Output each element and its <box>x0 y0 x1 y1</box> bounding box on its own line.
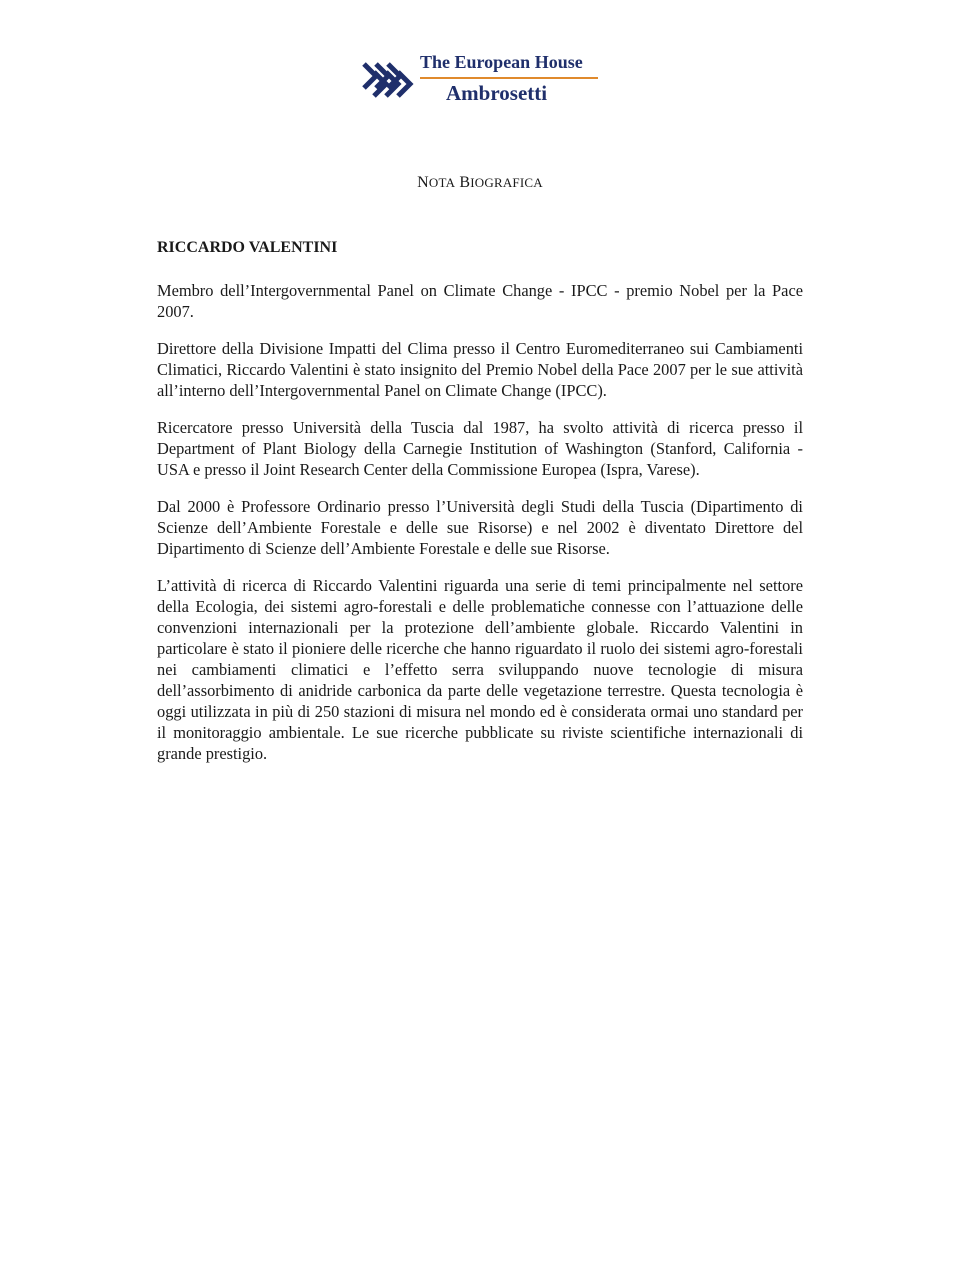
document-heading <box>0 174 960 192</box>
heading-first-initial: N <box>417 174 429 191</box>
bio-paragraph: Membro dell’Intergovernmental Panel on Climate Change - IPCC - premio Nobel per la Pace 2007. <box>157 281 803 321</box>
person-name: RICCARDO VALENTINI <box>157 239 338 256</box>
bio-paragraph: Direttore della Divisione Impatti del Clima presso il Centro Euromediterraneo sui Cambiamenti Climatici, Riccardo Valentini è stato insignito del Premio Nobel della Pace 2007 per le sue attività all’interno dell’Intergovernmental Panel on Climate Change (IPCC). <box>157 339 803 400</box>
heading-first-rest: OTA <box>428 175 456 190</box>
logo-title: The European House <box>420 52 583 72</box>
bio-paragraph: L’attività di ricerca di Riccardo Valentini riguarda una serie di temi principalmente nel settore della Ecologia, dei sistemi agro-forestali e delle problematiche connesse con l’attuazione delle convenzioni internazionali per la protezione dell’ambiente globale. Riccardo Valentini in particolare è stato il pioniere delle ricerche che hanno riguardato il ruolo dei sistemi agro-forestali nei cambiamenti climatici e l’effetto serra sviluppando nuove tecnologie di misura dell’assorbimento di anidride carbonica da parte delle vegetazione terrestre. Questa tecnologia è oggi utilizzata in più di 250 stazioni di misura nel mondo ed è considerata ormai uno standard per il monitoraggio ambientale. Le sue ricerche pubblicate su riviste scientifiche internazionali di grande prestigio. <box>157 576 803 763</box>
logo-subtitle: Ambrosetti <box>446 81 548 105</box>
bio-paragraph: Ricercatore presso Università della Tuscia dal 1987, ha svolto attività di ricerca presso il Department of Plant Biology della Carnegie Institution of Washington (Stanford, California - USA e presso il Joint Research Center della Commissione Europea (Ispra, Varese). <box>157 418 803 479</box>
logo-mark-icon <box>360 56 414 102</box>
bio-paragraph: Dal 2000 è Professore Ordinario presso l’Università degli Studi della Tuscia (Dipartimento di Scienze dell’Ambiente Forestale e delle sue Risorse) e nel 2002 è diventato Direttore del Dipartimento di Scienze dell’Ambiente Forestale e delle sue Risorse. <box>157 497 803 558</box>
logo-divider <box>420 77 598 79</box>
heading-second-rest: IOGRAFICA <box>470 175 543 190</box>
company-logo <box>360 52 610 106</box>
biography-body <box>157 280 803 780</box>
heading-second-initial: B <box>459 174 471 191</box>
